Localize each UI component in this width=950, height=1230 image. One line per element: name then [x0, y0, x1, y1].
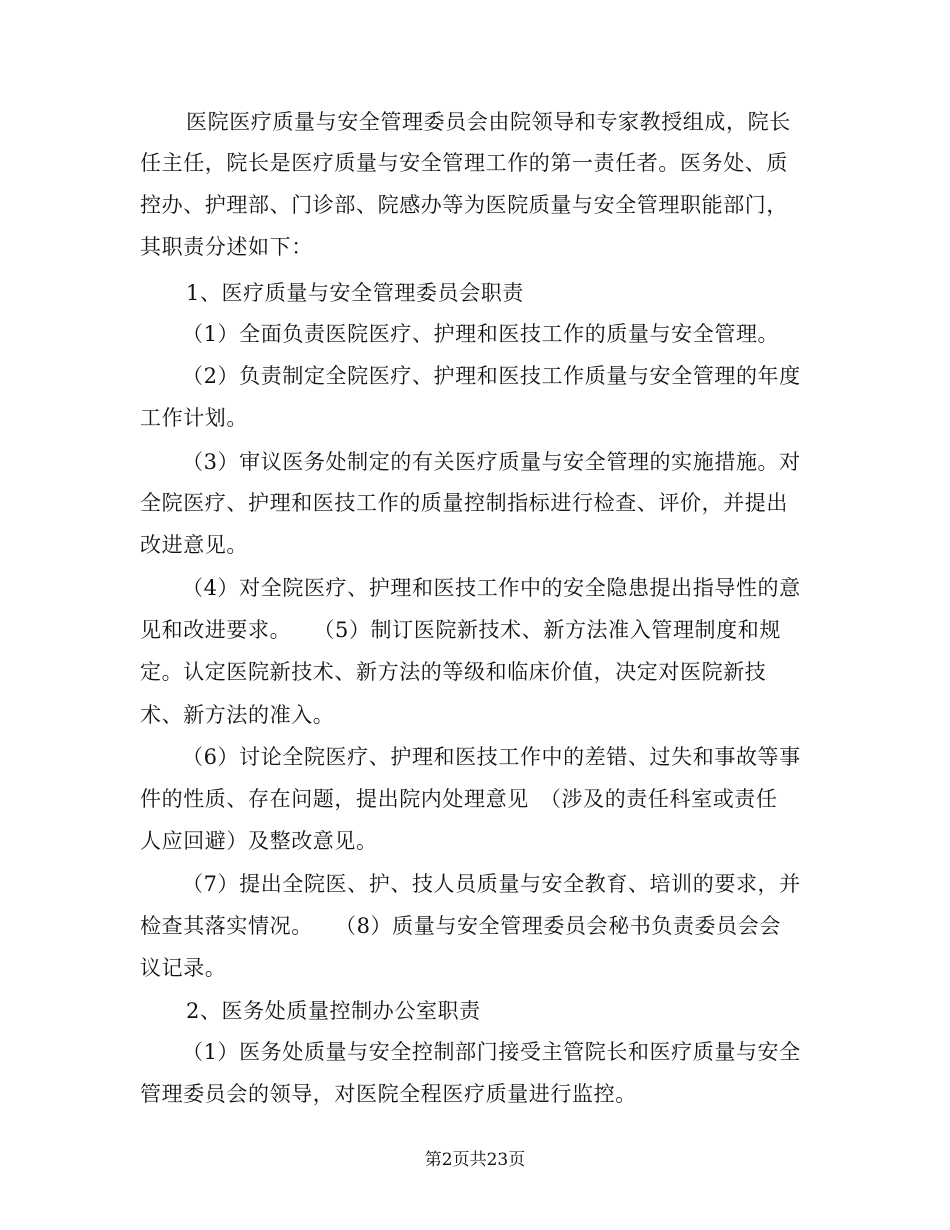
text-line: 人应回避）及整改意见。: [140, 829, 378, 853]
text-line: 见和改进要求。 （5）制订医院新技术、新方法准入管理制度和规: [140, 618, 781, 642]
text-line: 工作计划。: [140, 406, 248, 430]
text-line: 检查其落实情况。 （8）质量与安全管理委员会秘书负责委员会会: [140, 914, 781, 938]
text-line: （1）医务处质量与安全控制部门接受主管院长和医疗质量与安全: [182, 1040, 801, 1064]
text-line: 管理委员会的领导，对医院全程医疗质量进行监控。: [140, 1082, 637, 1106]
text-line: 医院医疗质量与安全管理委员会由院领导和专家教授组成，院长: [186, 110, 791, 134]
text-line: 任主任，院长是医疗质量与安全管理工作的第一责任者。医务处、质: [140, 151, 788, 175]
text-line: 全院医疗、护理和医技工作的质量控制指标进行检查、评价，并提出: [140, 491, 788, 515]
section-heading: 2、医务处质量控制办公室职责: [186, 999, 481, 1023]
text-line: （2）负责制定全院医疗、护理和医技工作质量与安全管理的年度: [182, 364, 801, 388]
text-line: （6）讨论全院医疗、护理和医技工作中的差错、过失和事故等事: [182, 745, 801, 769]
text-line: （7）提出全院医、护、技人员质量与安全教育、培训的要求，并: [182, 872, 801, 896]
text-line: 议记录。: [140, 956, 227, 980]
section-heading: 1、医疗质量与安全管理委员会职责: [186, 281, 524, 305]
text-line: 定。认定医院新技术、新方法的等级和临床价值，决定对医院新技: [140, 660, 767, 684]
text-line: （1）全面负责医院医疗、护理和医技工作的质量与安全管理。: [182, 322, 780, 346]
text-line: （3）审议医务处制定的有关医疗质量与安全管理的实施措施。对: [182, 450, 801, 474]
page-number-footer: 第2页共23页: [424, 1150, 526, 1170]
text-line: 改进意见。: [140, 533, 248, 557]
text-line: （4）对全院医疗、护理和医技工作中的安全隐患提出指导性的意: [182, 576, 801, 600]
text-line: 控办、护理部、门诊部、院感办等为医院质量与安全管理职能部门，: [140, 193, 788, 217]
text-line: 术、新方法的准入。: [140, 703, 335, 727]
text-line: 其职责分述如下：: [140, 235, 313, 259]
text-line: 件的性质、存在问题，提出院内处理意见 （涉及的责任科室或责任: [140, 787, 778, 811]
